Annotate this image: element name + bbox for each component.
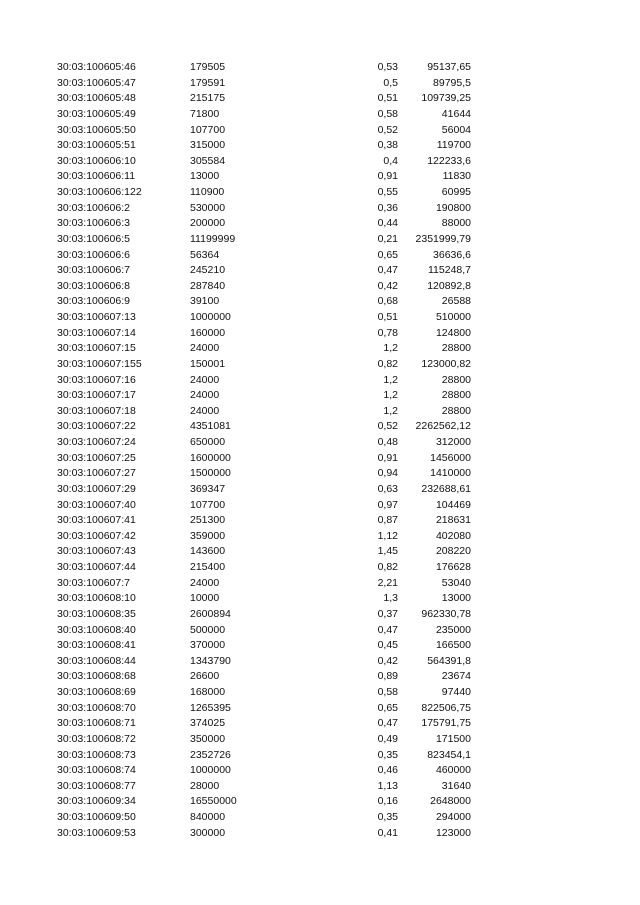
- coefficient-cell: 0,53: [377, 61, 398, 73]
- coefficient-cell: 1,2: [383, 404, 398, 417]
- cadastral-number-cell: 30:03:100608:77: [57, 779, 136, 792]
- result-cell: 26588: [441, 295, 471, 308]
- cadastral-number-cell: 30:03:100607:155: [57, 357, 142, 370]
- value-cell: 24000: [190, 389, 220, 402]
- cadastral-number-cell: 30:03:100607:42: [57, 529, 136, 542]
- value-cell: 215400: [190, 561, 226, 573]
- cadastral-number-cell: 30:03:100606:5: [57, 232, 130, 245]
- value-cell: 10000: [190, 592, 220, 605]
- coefficient-cell: 0,58: [377, 107, 398, 120]
- cadastral-number-cell: 30:03:100607:29: [57, 482, 136, 495]
- value-cell: 1000000: [190, 311, 231, 323]
- result-cell: 119700: [436, 139, 471, 152]
- result-cell: 31640: [441, 779, 471, 792]
- result-cell: 175791,75: [421, 717, 471, 730]
- coefficient-cell: 0,78: [377, 326, 398, 339]
- value-cell: 39100: [190, 295, 220, 308]
- result-cell: 822506,75: [421, 701, 471, 714]
- result-cell: 294000: [435, 811, 471, 823]
- result-cell: 104469: [435, 498, 471, 511]
- coefficient-cell: 0,91: [377, 170, 398, 183]
- coefficient-cell: 0,58: [377, 686, 398, 698]
- cadastral-number-cell: 30:03:100607:27: [57, 467, 136, 480]
- coefficient-cell: 0,65: [377, 701, 398, 714]
- cadastral-number-cell: 30:03:100605:46: [57, 61, 136, 73]
- value-cell: 11199999: [190, 232, 236, 245]
- result-cell: 232688,61: [421, 482, 471, 495]
- cadastral-number-cell: 30:03:100608:73: [57, 748, 136, 761]
- table-row: [0, 701, 640, 717]
- coefficient-cell: 0,42: [377, 654, 398, 667]
- spreadsheet-table: [0, 60, 640, 841]
- value-cell: 150001: [190, 357, 226, 370]
- cadastral-number-cell: 30:03:100608:68: [57, 670, 136, 683]
- table-row: [0, 123, 640, 139]
- table-row: [0, 279, 640, 295]
- value-cell: 56364: [190, 248, 220, 261]
- cadastral-number-cell: 30:03:100606:9: [57, 295, 130, 308]
- value-cell: 1000000: [190, 764, 231, 777]
- value-cell: 179591: [190, 76, 226, 89]
- cadastral-number-cell: 30:03:100606:2: [57, 201, 130, 214]
- cadastral-number-cell: 30:03:100608:35: [57, 607, 136, 620]
- cadastral-number-cell: 30:03:100608:71: [57, 717, 136, 730]
- cadastral-number-cell: 30:03:100605:48: [57, 92, 136, 105]
- table-row: [0, 138, 640, 154]
- result-cell: 176628: [435, 561, 471, 573]
- cadastral-number-cell: 30:03:100607:43: [57, 545, 136, 558]
- result-cell: 120892,8: [427, 279, 471, 292]
- table-row: [0, 498, 640, 514]
- table-row: [0, 419, 640, 435]
- value-cell: 107700: [190, 123, 226, 136]
- cadastral-number-cell: 30:03:100609:50: [57, 811, 136, 823]
- cadastral-number-cell: 30:03:100607:44: [57, 561, 136, 573]
- cadastral-number-cell: 30:03:100608:10: [57, 592, 136, 605]
- result-cell: 115248,7: [427, 264, 471, 277]
- cadastral-number-cell: 30:03:100607:24: [57, 436, 136, 448]
- cadastral-number-cell: 30:03:100608:69: [57, 686, 136, 698]
- cadastral-number-cell: 30:03:100608:70: [57, 701, 136, 714]
- coefficient-cell: 0,16: [377, 795, 398, 808]
- coefficient-cell: 1,3: [383, 592, 398, 605]
- cadastral-number-cell: 30:03:100609:34: [57, 795, 136, 808]
- coefficient-cell: 0,52: [377, 123, 398, 136]
- value-cell: 179505: [190, 61, 226, 73]
- table-row: [0, 826, 640, 842]
- cadastral-number-cell: 30:03:100606:11: [57, 170, 136, 183]
- table-row: [0, 794, 640, 810]
- coefficient-cell: 0,48: [377, 436, 398, 448]
- table-row: [0, 623, 640, 639]
- coefficient-cell: 0,41: [377, 826, 398, 839]
- result-cell: 109739,25: [421, 92, 471, 105]
- cadastral-number-cell: 30:03:100606:10: [57, 154, 136, 167]
- result-cell: 171500: [435, 732, 471, 745]
- coefficient-cell: 0,47: [377, 623, 398, 636]
- table-row: [0, 716, 640, 732]
- table-row: [0, 388, 640, 404]
- result-cell: 823454,1: [427, 748, 471, 761]
- coefficient-cell: 1,13: [377, 779, 398, 792]
- result-cell: 2351999,79: [415, 232, 471, 245]
- result-cell: 95137,65: [427, 61, 471, 73]
- coefficient-cell: 1,2: [383, 373, 398, 386]
- coefficient-cell: 0,68: [377, 295, 398, 308]
- table-row: [0, 326, 640, 342]
- coefficient-cell: 1,2: [383, 389, 398, 402]
- cadastral-number-cell: 30:03:100608:44: [57, 654, 136, 667]
- cadastral-number-cell: 30:03:100608:74: [57, 764, 136, 777]
- result-cell: 962330,78: [421, 607, 471, 620]
- value-cell: 374025: [190, 717, 226, 730]
- table-row: [0, 466, 640, 482]
- coefficient-cell: 0,82: [377, 561, 398, 573]
- coefficient-cell: 0,91: [377, 451, 398, 464]
- coefficient-cell: 0,49: [377, 732, 398, 745]
- value-cell: 530000: [190, 201, 226, 214]
- coefficient-cell: 0,97: [377, 498, 398, 511]
- table-row: [0, 576, 640, 592]
- table-row: [0, 560, 640, 576]
- result-cell: 218631: [435, 514, 471, 527]
- value-cell: 840000: [190, 811, 226, 823]
- value-cell: 26600: [190, 670, 220, 683]
- coefficient-cell: 0,82: [377, 357, 398, 370]
- value-cell: 2600894: [190, 607, 231, 620]
- result-cell: 28800: [441, 342, 471, 355]
- result-cell: 2648000: [430, 795, 471, 808]
- cadastral-number-cell: 30:03:100606:122: [57, 186, 142, 198]
- coefficient-cell: 0,51: [377, 311, 398, 323]
- coefficient-cell: 0,63: [377, 482, 398, 495]
- value-cell: 1500000: [190, 467, 231, 480]
- value-cell: 160000: [190, 326, 226, 339]
- cadastral-number-cell: 30:03:100606:7: [57, 264, 130, 277]
- coefficient-cell: 0,52: [377, 420, 398, 433]
- result-cell: 235000: [435, 623, 471, 636]
- value-cell: 13000: [190, 170, 220, 183]
- cadastral-number-cell: 30:03:100608:41: [57, 639, 136, 652]
- table-row: [0, 60, 640, 76]
- coefficient-cell: 0,89: [377, 670, 398, 683]
- value-cell: 107700: [190, 498, 226, 511]
- coefficient-cell: 0,37: [377, 607, 398, 620]
- table-row: [0, 591, 640, 607]
- result-cell: 11830: [442, 170, 471, 183]
- table-row: [0, 685, 640, 701]
- coefficient-cell: 0,35: [377, 811, 398, 823]
- result-cell: 36636,6: [433, 248, 471, 261]
- value-cell: 2352726: [190, 748, 231, 761]
- coefficient-cell: 2,21: [377, 576, 398, 589]
- coefficient-cell: 0,65: [377, 248, 398, 261]
- value-cell: 245210: [190, 264, 226, 277]
- table-row: [0, 654, 640, 670]
- table-row: [0, 748, 640, 764]
- value-cell: 251300: [190, 514, 226, 527]
- cadastral-number-cell: 30:03:100605:47: [57, 76, 136, 89]
- coefficient-cell: 0,44: [377, 217, 398, 230]
- cadastral-number-cell: 30:03:100607:41: [57, 514, 136, 527]
- result-cell: 28800: [441, 389, 471, 402]
- coefficient-cell: 1,12: [377, 529, 398, 542]
- cadastral-number-cell: 30:03:100606:8: [57, 279, 130, 292]
- table-row: [0, 435, 640, 451]
- table-row: [0, 482, 640, 498]
- table-row: [0, 810, 640, 826]
- cadastral-number-cell: 30:03:100608:72: [57, 732, 136, 745]
- table-row: [0, 310, 640, 326]
- value-cell: 71800: [190, 107, 220, 120]
- result-cell: 208220: [435, 545, 471, 558]
- value-cell: 143600: [190, 545, 226, 558]
- cadastral-number-cell: 30:03:100605:51: [57, 139, 136, 152]
- table-row: [0, 294, 640, 310]
- cadastral-number-cell: 30:03:100607:7: [57, 576, 130, 589]
- coefficient-cell: 0,36: [377, 201, 398, 214]
- coefficient-cell: 0,45: [377, 639, 398, 652]
- result-cell: 402080: [435, 529, 471, 542]
- table-row: [0, 607, 640, 623]
- coefficient-cell: 0,5: [383, 76, 398, 89]
- result-cell: 564391,8: [427, 654, 471, 667]
- result-cell: 13000: [441, 592, 471, 605]
- cadastral-number-cell: 30:03:100606:6: [57, 248, 130, 261]
- value-cell: 370000: [190, 639, 226, 652]
- value-cell: 359000: [190, 529, 226, 542]
- result-cell: 23674: [441, 670, 471, 683]
- cadastral-number-cell: 30:03:100607:22: [57, 420, 136, 433]
- value-cell: 4351081: [190, 420, 231, 433]
- coefficient-cell: 0,51: [377, 92, 398, 105]
- coefficient-cell: 0,42: [377, 279, 398, 292]
- result-cell: 1410000: [430, 467, 471, 480]
- result-cell: 166500: [435, 639, 471, 652]
- table-row: [0, 263, 640, 279]
- value-cell: 24000: [190, 342, 220, 355]
- table-row: [0, 373, 640, 389]
- result-cell: 60995: [441, 186, 471, 198]
- result-cell: 312000: [435, 436, 471, 448]
- table-row: [0, 529, 640, 545]
- cadastral-number-cell: 30:03:100609:53: [57, 826, 136, 839]
- coefficient-cell: 0,47: [377, 717, 398, 730]
- result-cell: 460000: [435, 764, 471, 777]
- table-row: [0, 201, 640, 217]
- table-row: [0, 248, 640, 264]
- table-row: [0, 76, 640, 92]
- cadastral-number-cell: 30:03:100607:17: [57, 389, 136, 402]
- cadastral-number-cell: 30:03:100607:18: [57, 404, 136, 417]
- coefficient-cell: 0,21: [377, 232, 398, 245]
- cadastral-number-cell: 30:03:100606:3: [57, 217, 130, 230]
- table-row: [0, 357, 640, 373]
- result-cell: 89795,5: [433, 76, 471, 89]
- table-row: [0, 341, 640, 357]
- cadastral-number-cell: 30:03:100607:25: [57, 451, 136, 464]
- result-cell: 28800: [441, 373, 471, 386]
- coefficient-cell: 0,38: [377, 139, 398, 152]
- result-cell: 122233,6: [427, 154, 471, 167]
- result-cell: 124800: [435, 326, 471, 339]
- coefficient-cell: 0,35: [377, 748, 398, 761]
- value-cell: 28000: [190, 779, 220, 792]
- value-cell: 200000: [190, 217, 226, 230]
- value-cell: 24000: [190, 373, 220, 386]
- result-cell: 41644: [441, 107, 471, 120]
- value-cell: 24000: [190, 404, 220, 417]
- value-cell: 1600000: [190, 451, 231, 464]
- value-cell: 650000: [190, 436, 226, 448]
- table-row: [0, 216, 640, 232]
- cadastral-number-cell: 30:03:100607:16: [57, 373, 136, 386]
- value-cell: 500000: [190, 623, 226, 636]
- cadastral-number-cell: 30:03:100605:49: [57, 107, 136, 120]
- table-row: [0, 91, 640, 107]
- result-cell: 88000: [441, 217, 471, 230]
- cadastral-number-cell: 30:03:100607:13: [57, 311, 136, 323]
- result-cell: 2262562,12: [415, 420, 471, 433]
- value-cell: 110900: [190, 186, 225, 198]
- table-row: [0, 169, 640, 185]
- cadastral-number-cell: 30:03:100605:50: [57, 123, 136, 136]
- value-cell: 350000: [190, 732, 226, 745]
- result-cell: 123000,82: [421, 357, 471, 370]
- value-cell: 300000: [190, 826, 226, 839]
- cadastral-number-cell: 30:03:100607:14: [57, 326, 136, 339]
- result-cell: 56004: [441, 123, 471, 136]
- table-row: [0, 669, 640, 685]
- table-row: [0, 154, 640, 170]
- cadastral-number-cell: 30:03:100608:40: [57, 623, 136, 636]
- table-row: [0, 404, 640, 420]
- value-cell: 24000: [190, 576, 220, 589]
- value-cell: 1343790: [190, 654, 231, 667]
- coefficient-cell: 0,94: [377, 467, 398, 480]
- table-row: [0, 732, 640, 748]
- coefficient-cell: 0,87: [377, 514, 398, 527]
- coefficient-cell: 1,45: [377, 545, 398, 558]
- table-row: [0, 544, 640, 560]
- table-row: [0, 779, 640, 795]
- value-cell: 215175: [190, 92, 226, 105]
- result-cell: 510000: [435, 311, 471, 323]
- table-row: [0, 763, 640, 779]
- coefficient-cell: 1,2: [383, 342, 398, 355]
- table-row: [0, 232, 640, 248]
- result-cell: 1456000: [430, 451, 471, 464]
- coefficient-cell: 0,47: [377, 264, 398, 277]
- cadastral-number-cell: 30:03:100607:40: [57, 498, 136, 511]
- value-cell: 1265395: [190, 701, 231, 714]
- value-cell: 16550000: [190, 795, 237, 808]
- value-cell: 305584: [190, 154, 226, 167]
- table-row: [0, 513, 640, 529]
- table-row: [0, 638, 640, 654]
- value-cell: 369347: [190, 482, 226, 495]
- coefficient-cell: 0,4: [383, 154, 398, 167]
- result-cell: 123000: [435, 826, 471, 839]
- value-cell: 315000: [190, 139, 226, 152]
- result-cell: 53040: [441, 576, 471, 589]
- coefficient-cell: 0,55: [377, 186, 398, 198]
- table-row: [0, 107, 640, 123]
- coefficient-cell: 0,46: [377, 764, 398, 777]
- cadastral-number-cell: 30:03:100607:15: [57, 342, 136, 355]
- table-row: [0, 185, 640, 201]
- value-cell: 168000: [190, 686, 226, 698]
- table-row: [0, 451, 640, 467]
- result-cell: 97440: [441, 686, 471, 698]
- result-cell: 28800: [441, 404, 471, 417]
- value-cell: 287840: [190, 279, 226, 292]
- result-cell: 190800: [435, 201, 471, 214]
